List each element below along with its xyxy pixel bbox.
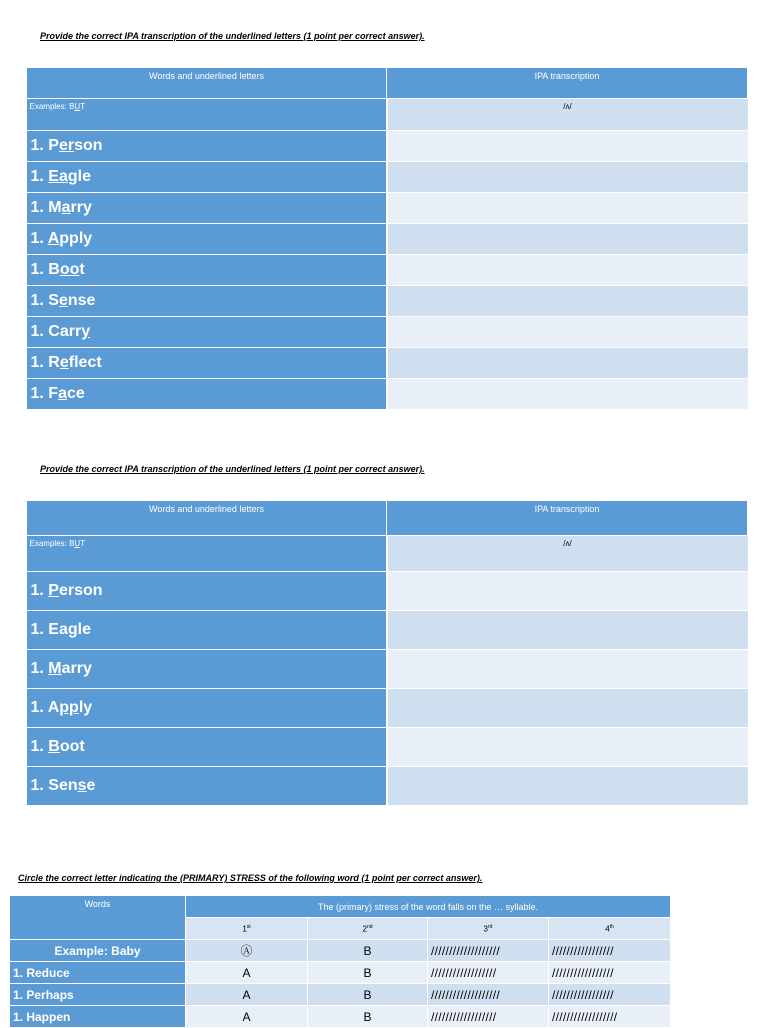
stress-option-a[interactable]: A (186, 962, 308, 984)
stress-row (10, 962, 671, 984)
syllable-suffix: th (609, 923, 614, 930)
syllable-number: 4 (605, 924, 610, 934)
word-row (27, 650, 748, 689)
word-cell (27, 286, 387, 317)
stress-option-a[interactable]: A (186, 1006, 308, 1028)
word-part: erson (58, 582, 103, 599)
word-part: Carr (48, 323, 82, 340)
syllable-header (308, 918, 428, 940)
example-word: Examples: BUT (27, 536, 387, 572)
ipa-answer-cell[interactable] (387, 572, 748, 611)
syllable-number: 2 (362, 924, 367, 934)
syllable-number: 1 (242, 924, 247, 934)
word-cell (27, 255, 387, 286)
word-part: nse (67, 292, 96, 309)
stress-word: 1. Perhaps (10, 984, 186, 1006)
word-cell (27, 131, 387, 162)
syllable-number: 3 (483, 924, 488, 934)
syllable-header (186, 918, 308, 940)
word-cell (27, 728, 387, 767)
item-number: 1. (30, 385, 44, 402)
stress-row (10, 1006, 671, 1028)
word-row (27, 193, 748, 224)
ipa-answer-cell[interactable] (387, 131, 748, 162)
stress-option-a[interactable]: A (186, 984, 308, 1006)
word-cell (27, 193, 387, 224)
underlined-letters: oo (59, 261, 80, 278)
underlined-letters: a (58, 385, 67, 402)
word-part: S (48, 292, 59, 309)
header-words: Words and underlined letters (27, 501, 387, 536)
example-ipa: /ʌ/ (387, 536, 748, 572)
word-row (27, 379, 748, 410)
ipa-answer-cell[interactable] (387, 193, 748, 224)
word-part: arry (61, 660, 92, 677)
syllable-header (428, 918, 549, 940)
item-number: 1. (30, 777, 44, 794)
ipa-answer-cell[interactable] (387, 317, 748, 348)
stress-row (10, 984, 671, 1006)
word-row (27, 286, 748, 317)
ipa-answer-cell[interactable] (387, 650, 748, 689)
ipa-answer-cell[interactable] (387, 689, 748, 728)
stress-option-b[interactable]: B (308, 984, 428, 1006)
crossed-out-cell: ////////////////// (549, 1006, 671, 1028)
underlined-letters: Ea (48, 168, 68, 185)
word-part: ly (78, 699, 93, 716)
word-row (27, 572, 748, 611)
word-row (27, 131, 748, 162)
underlined-letters: e (58, 292, 68, 309)
ipa-answer-cell[interactable] (387, 224, 748, 255)
word-cell (27, 767, 387, 806)
example-word: Examples: BUT (27, 99, 387, 131)
word-part: e (86, 777, 96, 794)
word-part: t (79, 261, 85, 278)
word-cell (27, 317, 387, 348)
underlined-letters: y (81, 323, 91, 340)
item-number: 1. (30, 738, 44, 755)
underlined-letters: e (59, 354, 69, 371)
header-ipa: IPA transcription (387, 68, 748, 99)
word-part: M (48, 199, 62, 216)
ipa-answer-cell[interactable] (387, 255, 748, 286)
word-part: B (48, 261, 60, 278)
crossed-out-cell: ////////////////// (428, 1006, 549, 1028)
ipa-answer-cell[interactable] (387, 379, 748, 410)
crossed-out-cell: /////////////////// (428, 940, 549, 962)
instruction-2: Provide the correct IPA transcription of the underlined letters (1 point per correct answer). (40, 464, 425, 474)
ipa-answer-cell[interactable] (387, 286, 748, 317)
underlined-letters: g (67, 621, 78, 638)
stress-option-b[interactable]: B (308, 1006, 428, 1028)
header-stress: The (primary) stress of the word falls on the … syllable. (186, 896, 671, 918)
word-part: son (74, 137, 103, 154)
ipa-table-1 (26, 67, 748, 410)
crossed-out-cell: ////////////////// (428, 962, 549, 984)
word-row (27, 728, 748, 767)
ipa-answer-cell[interactable] (387, 728, 748, 767)
word-row (27, 348, 748, 379)
underlined-letters: er (58, 137, 75, 154)
word-cell (27, 162, 387, 193)
item-number: 1. (30, 582, 44, 599)
syllable-header (549, 918, 671, 940)
word-row (27, 317, 748, 348)
underlined-letters: a (61, 199, 71, 216)
crossed-out-cell: /////////////////// (428, 984, 549, 1006)
underlined-letters: pp (59, 699, 79, 716)
crossed-out-cell: ///////////////// (549, 940, 671, 962)
ipa-answer-cell[interactable] (387, 348, 748, 379)
word-row (27, 689, 748, 728)
stress-option-b[interactable]: B (308, 940, 428, 962)
crossed-out-cell: ///////////////// (549, 984, 671, 1006)
item-number: 1. (30, 292, 44, 309)
ipa-answer-cell[interactable] (387, 162, 748, 193)
word-row (27, 255, 748, 286)
item-number: 1. (30, 621, 44, 638)
word-row (27, 162, 748, 193)
syllable-suffix: nd (366, 923, 373, 930)
header-ipa: IPA transcription (387, 501, 748, 536)
stress-word: 1. Happen (10, 1006, 186, 1028)
word-part: F (48, 385, 59, 402)
ipa-answer-cell[interactable] (387, 611, 748, 650)
word-row (27, 767, 748, 806)
word-cell (27, 689, 387, 728)
instruction-1: Provide the correct IPA transcription of the underlined letters (1 point per correct answer). (40, 31, 425, 41)
word-part: P (48, 137, 59, 154)
word-row (27, 611, 748, 650)
underlined-letters: B (48, 738, 60, 755)
item-number: 1. (30, 699, 44, 716)
word-part: Sen (48, 777, 78, 794)
stress-table (9, 895, 671, 1028)
ipa-table-2 (26, 500, 748, 806)
stress-row (10, 940, 671, 962)
word-part: le (77, 621, 91, 638)
word-part: oot (59, 738, 85, 755)
item-number: 1. (30, 137, 44, 154)
underlined-letters: P (48, 582, 59, 599)
word-part: rry (70, 199, 92, 216)
item-number: 1. (30, 261, 44, 278)
header-words: Words and underlined letters (27, 68, 387, 99)
crossed-out-cell: ///////////////// (549, 962, 671, 984)
word-part: flect (68, 354, 102, 371)
word-cell (27, 348, 387, 379)
stress-word: Example: Baby (10, 940, 186, 962)
item-number: 1. (30, 168, 44, 185)
underlined-letters: A (47, 230, 60, 247)
word-cell (27, 650, 387, 689)
ipa-answer-cell[interactable] (387, 767, 748, 806)
word-part: A (47, 699, 60, 716)
underlined-letters: s (77, 777, 87, 794)
word-part: Ea (48, 621, 68, 638)
stress-option-a[interactable]: Ⓐ (186, 940, 308, 962)
syllable-suffix: st (246, 923, 251, 930)
item-number: 1. (30, 354, 44, 371)
instruction-3: Circle the correct letter indicating the (PRIMARY) STRESS of the following word (1 point per correct answer). (18, 873, 483, 883)
underlined-letters: M (48, 660, 62, 677)
word-part: ce (66, 385, 85, 402)
syllable-suffix: rd (488, 923, 493, 930)
word-cell (27, 572, 387, 611)
word-part: R (48, 354, 60, 371)
word-part: pply (59, 230, 93, 247)
example-ipa: /ʌ/ (387, 99, 748, 131)
stress-word: 1. Reduce (10, 962, 186, 984)
header-words: Words (10, 896, 186, 940)
word-cell (27, 379, 387, 410)
item-number: 1. (30, 230, 44, 247)
word-part: gle (67, 168, 91, 185)
word-cell (27, 611, 387, 650)
item-number: 1. (30, 323, 44, 340)
word-row (27, 224, 748, 255)
word-cell (27, 224, 387, 255)
item-number: 1. (30, 660, 44, 677)
stress-option-b[interactable]: B (308, 962, 428, 984)
item-number: 1. (30, 199, 44, 216)
